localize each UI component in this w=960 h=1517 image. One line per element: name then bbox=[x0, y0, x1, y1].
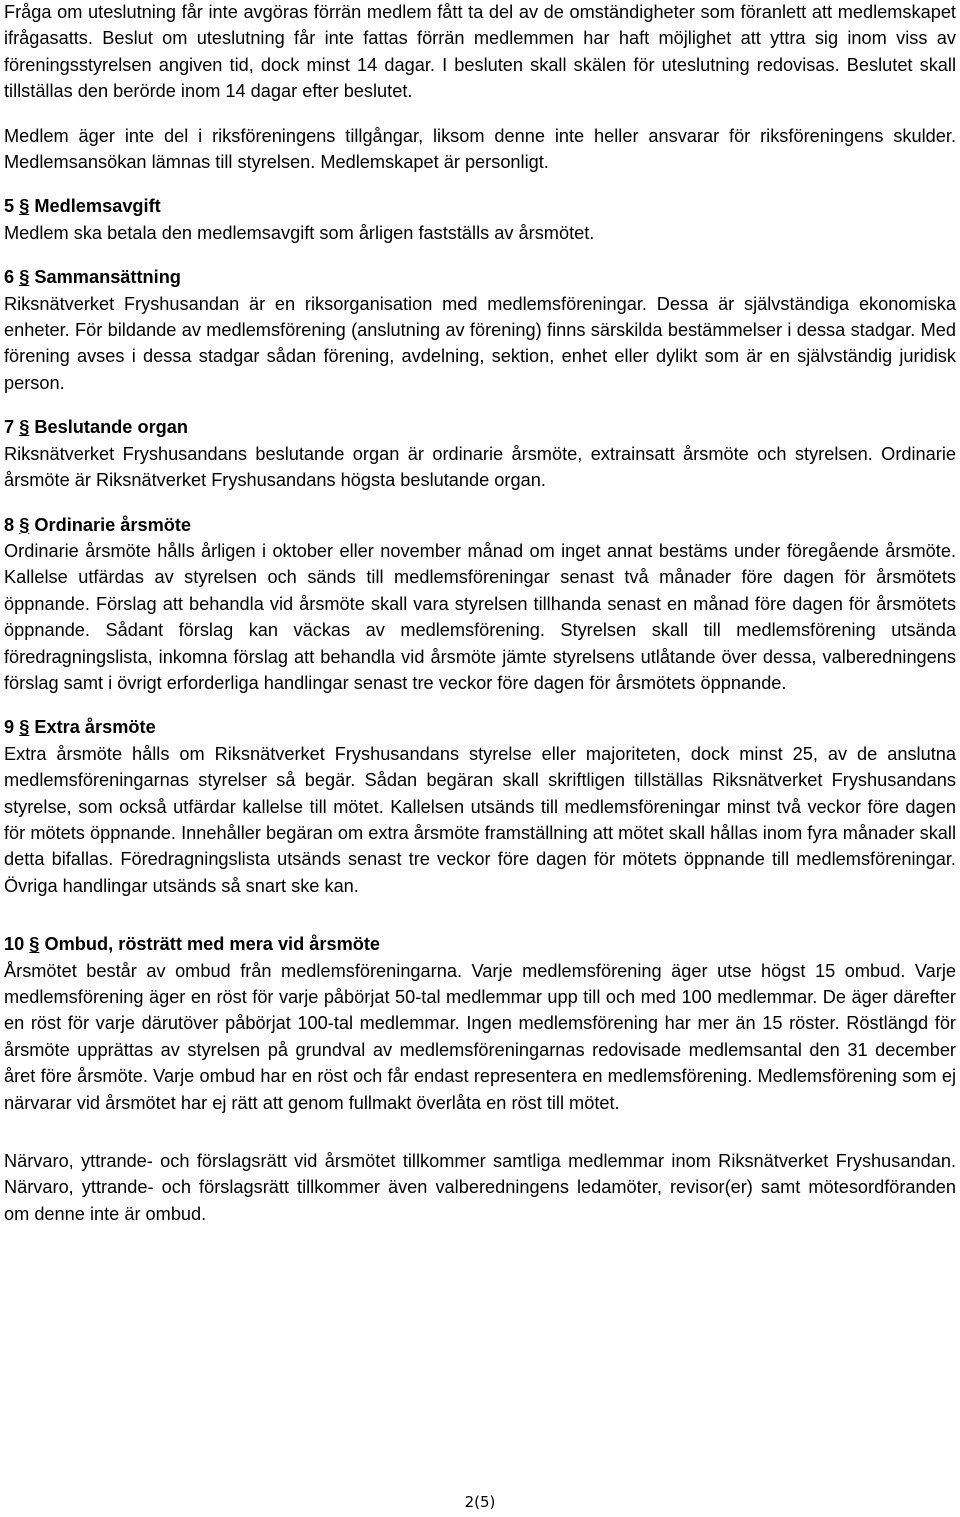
section-symbol: § bbox=[19, 514, 30, 535]
section-paragraph: Närvaro, yttrande- och förslagsrätt vid årsmötet tillkommer samtliga medlemmar inom Riksnätverket Fryshusandan. Närvaro, yttrande- och förslagsrätt tillkommer även valberedningens ledamöter, revisor(er) samt mötesordföranden om denne inte är ombud. bbox=[4, 1151, 956, 1224]
section-title: Ordinarie årsmöte bbox=[34, 514, 192, 535]
section-number: 10 bbox=[4, 934, 25, 955]
intro-paragraph: Fråga om uteslutning får inte avgöras förrän medlem fått ta del av de omständigheter som föranlett att medlemskapet ifrågasatts. Beslut om uteslutning får inte fattas förrän medlemmen har haft möjlighet att yttra sig inom viss av föreningsstyrelsen angiven tid, dock minst 14 dagar. I besluten skall skälen för uteslutning redovisas. Beslutet skall tillställas den berörde inom 14 dagar efter beslutet. bbox=[4, 2, 956, 102]
section-number: 8 bbox=[4, 514, 15, 535]
section-symbol: § bbox=[29, 934, 40, 955]
section-title: Extra årsmöte bbox=[34, 717, 156, 738]
section-8 bbox=[4, 512, 956, 697]
section-heading bbox=[4, 414, 956, 440]
section-symbol: § bbox=[19, 717, 30, 738]
section-number: 6 bbox=[4, 267, 15, 288]
section-10 bbox=[4, 931, 956, 1227]
section-title: Beslutande organ bbox=[34, 417, 188, 438]
section-heading bbox=[4, 264, 956, 290]
section-5 bbox=[4, 193, 956, 246]
section-paragraph: Riksnätverket Fryshusandans beslutande organ är ordinarie årsmöte, extrainsatt årsmöte och styrelsen. Ordinarie årsmöte är Riksnätverket Fryshusandans högsta beslutande organ. bbox=[4, 443, 956, 491]
section-paragraph: Medlem ska betala den medlemsavgift som årligen fastställs av årsmötet. bbox=[4, 222, 595, 243]
page-number: 2(5) bbox=[464, 1493, 496, 1511]
section-symbol: § bbox=[19, 196, 30, 217]
section-number: 5 bbox=[4, 196, 15, 217]
section-number: 7 bbox=[4, 417, 15, 438]
section-paragraph: Riksnätverket Fryshusandan är en riksorganisation med medlemsföreningar. Dessa är självständiga ekonomiska enheter. För bildande av medlemsförening (anslutning av förening) finns särskilda bestämmelser i dessa stadgar. Med förening avses i dessa stadgar sådan förening, avdelning, sektion, enhet eller dylikt som är en självständig juridisk person. bbox=[4, 293, 956, 393]
section-heading bbox=[4, 193, 956, 219]
section-paragraph: Extra årsmöte hålls om Riksnätverket Fryshusandans styrelse eller majoriteten, dock minst 25, av de anslutna medlemsföreningarnas styrelser så begär. Sådan begäran skall skriftligen tillställas Riksnätverket Fryshusandans styrelse, som också utfärdar kallelse till mötet. Kallelsen utsänds till medlemsföreningar minst två veckor före dagen för mötets öppnande. Innehåller begäran om extra årsmöte framställning att mötet skall hållas inom fyra månader skall detta bifallas. Föredragningslista utsänds senast tre veckor före dagen för mötets öppnande till medlemsföreningar. Övriga handlingar utsänds så snart ske kan. bbox=[4, 743, 956, 896]
section-paragraph: Årsmötet består av ombud från medlemsföreningarna. Varje medlemsförening äger utse högst 15 ombud. Varje medlemsförening äger en röst för varje påbörjat 50-tal medlemmar upp till och med 100 medlemmar. De äger därefter en röst för varje därutöver påbörjat 100-tal medlemmar. Ingen medlemsförening har mer än 15 röster. Röstlängd för årsmöte upprättas av styrelsen på grundval av medlemsföreningarnas redovisade medlemsantal den 31 december året före årsmöte. Varje ombud har en röst och får endast representera en medlemsförening. Medlemsförening som ej närvarar vid årsmötet har ej rätt att genom fullmakt överlåta en röst till mötet. bbox=[4, 960, 956, 1113]
section-symbol: § bbox=[19, 417, 30, 438]
section-7 bbox=[4, 414, 956, 493]
section-number: 9 bbox=[4, 717, 15, 738]
section-heading bbox=[4, 714, 956, 740]
section-6 bbox=[4, 264, 956, 396]
document-page bbox=[4, 0, 956, 1227]
section-title: Medlemsavgift bbox=[34, 196, 161, 217]
section-paragraph: Ordinarie årsmöte hålls årligen i oktober eller november månad om inget annat bestäms under föregående årsmöte. Kallelse utfärdas av styrelsen och sänds till medlemsföreningar senast två månader före dagen för årsmötets öppnande. Förslag att behandla vid årsmöte skall vara styrelsen tillhanda senast en månad före dagen för årsmötets öppnande. Sådant förslag kan väckas av medlemsförening. Styrelsen skall till medlemsförening utsända föredragningslista, inkomna förslag att behandla vid årsmöte jämte styrelsens utlåtande över dessa, valberedningens förslag samt i övrigt erforderliga handlingar senast tre veckor före dagen för årsmötets öppnande. bbox=[4, 540, 956, 693]
section-heading bbox=[4, 931, 956, 957]
section-symbol: § bbox=[19, 267, 30, 288]
section-title: Ombud, rösträtt med mera vid årsmöte bbox=[44, 934, 381, 955]
section-heading bbox=[4, 512, 956, 538]
section-title: Sammansättning bbox=[34, 267, 181, 288]
section-9 bbox=[4, 714, 956, 899]
intro-paragraph: Medlem äger inte del i riksföreningens tillgångar, liksom denne inte heller ansvarar för riksföreningens skulder. Medlemsansökan lämnas till styrelsen. Medlemskapet är personligt. bbox=[4, 125, 956, 173]
